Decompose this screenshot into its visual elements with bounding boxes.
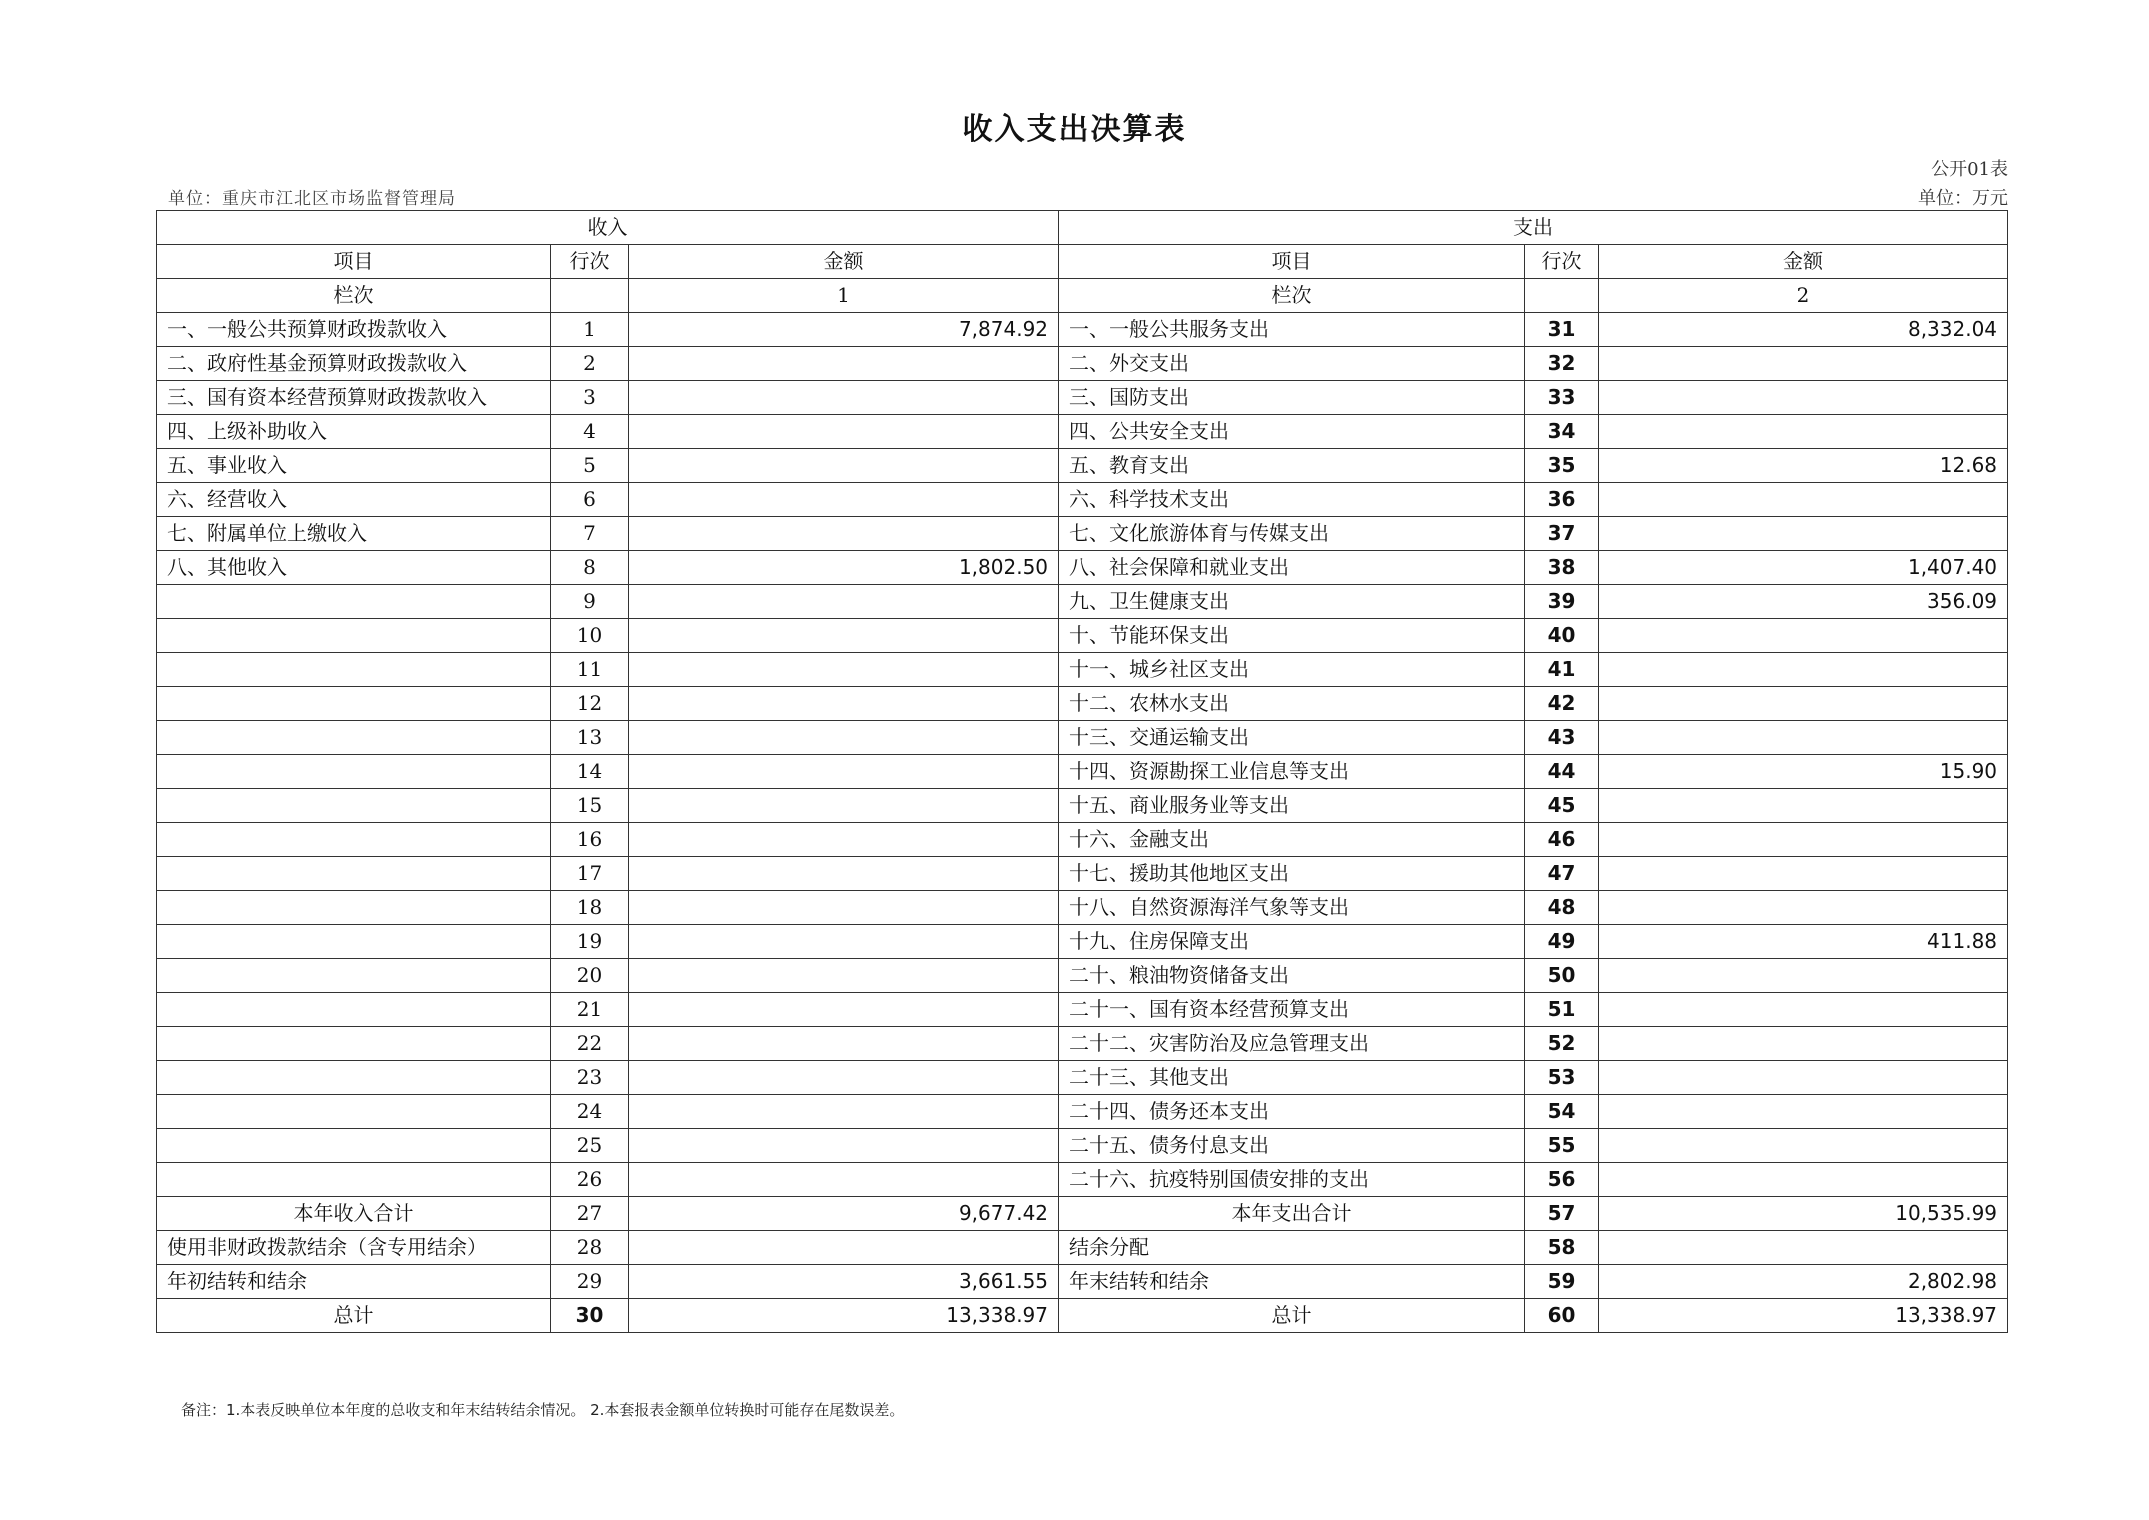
income-rowno-cell: 8	[551, 551, 629, 585]
expense-amount-cell	[1599, 891, 2008, 925]
expense-item-cell: 二、外交支出	[1059, 347, 1525, 381]
income-item-header: 项目	[157, 245, 551, 279]
income-item-cell: 二、政府性基金预算财政拨款收入	[157, 347, 551, 381]
income-amount-cell	[629, 789, 1059, 823]
table-row	[157, 823, 2008, 857]
year-expense-total-amount: 10,535.99	[1599, 1197, 2008, 1231]
income-rowno-cell: 16	[551, 823, 629, 857]
expense-amount-cell: 411.88	[1599, 925, 2008, 959]
begin-carryover-label: 年初结转和结余	[157, 1265, 551, 1299]
income-rowno-cell: 13	[551, 721, 629, 755]
income-rowno-cell: 25	[551, 1129, 629, 1163]
income-rowno-cell: 6	[551, 483, 629, 517]
expense-rowno-cell: 31	[1525, 313, 1599, 347]
expense-amount-cell	[1599, 1163, 2008, 1197]
expense-amount-cell	[1599, 721, 2008, 755]
income-rowno-cell: 19	[551, 925, 629, 959]
income-amount-cell	[629, 925, 1059, 959]
expense-rowno-cell: 40	[1525, 619, 1599, 653]
income-amount-cell	[629, 381, 1059, 415]
expense-item-cell: 九、卫生健康支出	[1059, 585, 1525, 619]
income-amount-cell: 1,802.50	[629, 551, 1059, 585]
income-item-cell	[157, 857, 551, 891]
expense-amount-cell	[1599, 1027, 2008, 1061]
income-item-cell	[157, 789, 551, 823]
expense-item-cell: 五、教育支出	[1059, 449, 1525, 483]
income-rowno-cell: 1	[551, 313, 629, 347]
nonfiscal-rowno: 28	[551, 1231, 629, 1265]
table-row	[157, 381, 2008, 415]
section-header-row	[157, 211, 2008, 245]
income-item-cell	[157, 1027, 551, 1061]
expense-amount-cell	[1599, 823, 2008, 857]
expense-amount-cell: 12.68	[1599, 449, 2008, 483]
income-amount-cell	[629, 1061, 1059, 1095]
table-row	[157, 925, 2008, 959]
nonfiscal-amount	[629, 1231, 1059, 1265]
income-column-label: 栏次	[157, 279, 551, 313]
income-amount-cell	[629, 959, 1059, 993]
income-rowno-cell: 18	[551, 891, 629, 925]
income-amount-cell	[629, 449, 1059, 483]
income-item-cell: 七、附属单位上缴收入	[157, 517, 551, 551]
income-expense-table	[156, 210, 2008, 1333]
expense-rowno-cell: 55	[1525, 1129, 1599, 1163]
income-rowno-cell: 23	[551, 1061, 629, 1095]
expense-item-cell: 二十三、其他支出	[1059, 1061, 1525, 1095]
expense-amount-cell	[1599, 483, 2008, 517]
expense-rowno-cell: 44	[1525, 755, 1599, 789]
income-rowno-cell: 2	[551, 347, 629, 381]
expense-item-cell: 十四、资源勘探工业信息等支出	[1059, 755, 1525, 789]
income-rowno-cell: 21	[551, 993, 629, 1027]
table-row	[157, 1061, 2008, 1095]
nonfiscal-label: 使用非财政拨款结余（含专用结余）	[157, 1231, 551, 1265]
income-rowno-cell: 5	[551, 449, 629, 483]
income-amount-cell	[629, 653, 1059, 687]
table-body	[157, 211, 2008, 1197]
table-row	[157, 1027, 2008, 1061]
column-index-row	[157, 279, 2008, 313]
income-rowno-cell: 22	[551, 1027, 629, 1061]
expense-amount-cell	[1599, 381, 2008, 415]
income-rowno-cell: 4	[551, 415, 629, 449]
expense-rowno-cell: 53	[1525, 1061, 1599, 1095]
nonfiscal-row	[157, 1231, 2008, 1265]
income-amount-cell	[629, 687, 1059, 721]
income-amount-cell	[629, 721, 1059, 755]
income-item-cell	[157, 1061, 551, 1095]
expense-amount-cell	[1599, 1061, 2008, 1095]
income-rowno-cell: 14	[551, 755, 629, 789]
income-amount-cell	[629, 483, 1059, 517]
expense-item-cell: 十六、金融支出	[1059, 823, 1525, 857]
income-item-cell	[157, 1095, 551, 1129]
income-amount-cell	[629, 517, 1059, 551]
income-amount-cell	[629, 891, 1059, 925]
income-rowno-cell: 3	[551, 381, 629, 415]
table-row	[157, 313, 2008, 347]
income-item-cell	[157, 721, 551, 755]
income-amount-cell	[629, 1095, 1059, 1129]
table-row	[157, 687, 2008, 721]
expense-rowno-cell: 54	[1525, 1095, 1599, 1129]
totals-body	[157, 1197, 2008, 1333]
income-grand-total-amount: 13,338.97	[629, 1299, 1059, 1333]
expense-item-cell: 四、公共安全支出	[1059, 415, 1525, 449]
income-amount-cell	[629, 823, 1059, 857]
income-item-cell: 一、一般公共预算财政拨款收入	[157, 313, 551, 347]
expense-rowno-cell: 32	[1525, 347, 1599, 381]
expense-rowno-cell: 52	[1525, 1027, 1599, 1061]
income-rowno-cell: 10	[551, 619, 629, 653]
table-row	[157, 585, 2008, 619]
year-total-row	[157, 1197, 2008, 1231]
table-row	[157, 857, 2008, 891]
expense-amount-cell	[1599, 857, 2008, 891]
expense-item-cell: 十九、住房保障支出	[1059, 925, 1525, 959]
expense-column-index: 2	[1599, 279, 2008, 313]
income-item-cell: 八、其他收入	[157, 551, 551, 585]
expense-rowno-cell: 43	[1525, 721, 1599, 755]
expense-item-cell: 二十一、国有资本经营预算支出	[1059, 993, 1525, 1027]
table-row	[157, 891, 2008, 925]
expense-rowno-cell: 51	[1525, 993, 1599, 1027]
expense-amount-cell: 1,407.40	[1599, 551, 2008, 585]
income-amount-cell	[629, 1027, 1059, 1061]
expense-item-header: 项目	[1059, 245, 1525, 279]
table-row	[157, 347, 2008, 381]
end-carryover-amount: 2,802.98	[1599, 1265, 2008, 1299]
expense-amount-cell	[1599, 789, 2008, 823]
income-rowno-cell: 9	[551, 585, 629, 619]
form-number: 公开01表	[1931, 159, 2008, 180]
column-header-row	[157, 245, 2008, 279]
income-item-cell: 四、上级补助收入	[157, 415, 551, 449]
expense-rowno-cell: 50	[1525, 959, 1599, 993]
table-row	[157, 619, 2008, 653]
expense-item-cell: 十二、农林水支出	[1059, 687, 1525, 721]
expense-grand-total-label: 总计	[1059, 1299, 1525, 1333]
end-carryover-label: 年末结转和结余	[1059, 1265, 1525, 1299]
income-item-cell	[157, 1163, 551, 1197]
expense-rowno-cell: 35	[1525, 449, 1599, 483]
expense-item-cell: 十七、援助其他地区支出	[1059, 857, 1525, 891]
income-rowno-cell: 11	[551, 653, 629, 687]
table-row	[157, 449, 2008, 483]
expense-rowno-cell: 38	[1525, 551, 1599, 585]
expense-amount-cell	[1599, 1095, 2008, 1129]
income-amount-cell	[629, 755, 1059, 789]
expense-amount-cell	[1599, 415, 2008, 449]
reporting-unit: 单位：重庆市江北区市场监督管理局	[168, 189, 456, 209]
income-amount-cell	[629, 857, 1059, 891]
expense-item-cell: 七、文化旅游体育与传媒支出	[1059, 517, 1525, 551]
expense-amount-cell	[1599, 959, 2008, 993]
expense-amount-cell	[1599, 517, 2008, 551]
footnote: 备注：1.本表反映单位本年度的总收支和年末结转结余情况。 2.本套报表金额单位转换时可能存在尾数误差。	[181, 1401, 905, 1419]
income-item-cell: 六、经营收入	[157, 483, 551, 517]
income-item-cell	[157, 1129, 551, 1163]
income-item-cell: 五、事业收入	[157, 449, 551, 483]
amount-unit: 单位：万元	[1918, 188, 2008, 209]
expense-amount-cell	[1599, 1129, 2008, 1163]
table-row	[157, 653, 2008, 687]
table-row	[157, 1095, 2008, 1129]
table-row	[157, 415, 2008, 449]
year-income-total-rowno: 27	[551, 1197, 629, 1231]
end-carryover-rowno: 59	[1525, 1265, 1599, 1299]
begin-carryover-amount: 3,661.55	[629, 1265, 1059, 1299]
income-rowno-header: 行次	[551, 245, 629, 279]
income-amount-cell	[629, 1129, 1059, 1163]
expense-item-cell: 二十六、抗疫特别国债安排的支出	[1059, 1163, 1525, 1197]
income-item-cell	[157, 891, 551, 925]
income-column-blank	[551, 279, 629, 313]
expense-rowno-cell: 45	[1525, 789, 1599, 823]
income-amount-cell	[629, 619, 1059, 653]
income-grand-total-rowno: 30	[551, 1299, 629, 1333]
year-expense-total-label: 本年支出合计	[1059, 1197, 1525, 1231]
income-rowno-cell: 12	[551, 687, 629, 721]
table-row	[157, 993, 2008, 1027]
expense-amount-cell: 15.90	[1599, 755, 2008, 789]
income-rowno-cell: 17	[551, 857, 629, 891]
income-item-cell	[157, 687, 551, 721]
income-item-cell	[157, 619, 551, 653]
expense-rowno-cell: 46	[1525, 823, 1599, 857]
income-amount-cell	[629, 585, 1059, 619]
table-row	[157, 551, 2008, 585]
expense-amount-cell	[1599, 993, 2008, 1027]
expense-rowno-cell: 39	[1525, 585, 1599, 619]
expense-amount-cell: 8,332.04	[1599, 313, 2008, 347]
table-row	[157, 483, 2008, 517]
expense-item-cell: 十八、自然资源海洋气象等支出	[1059, 891, 1525, 925]
expense-item-cell: 十、节能环保支出	[1059, 619, 1525, 653]
expense-item-cell: 一、一般公共服务支出	[1059, 313, 1525, 347]
expense-amount-cell	[1599, 619, 2008, 653]
expense-item-cell: 六、科学技术支出	[1059, 483, 1525, 517]
income-amount-cell	[629, 1163, 1059, 1197]
expense-rowno-cell: 33	[1525, 381, 1599, 415]
table-row	[157, 1129, 2008, 1163]
expense-rowno-cell: 41	[1525, 653, 1599, 687]
grand-total-row	[157, 1299, 2008, 1333]
income-item-cell: 三、国有资本经营预算财政拨款收入	[157, 381, 551, 415]
income-item-cell	[157, 959, 551, 993]
expense-rowno-cell: 34	[1525, 415, 1599, 449]
expense-item-cell: 三、国防支出	[1059, 381, 1525, 415]
income-rowno-cell: 15	[551, 789, 629, 823]
income-rowno-cell: 20	[551, 959, 629, 993]
table-row	[157, 959, 2008, 993]
expense-item-cell: 二十五、债务付息支出	[1059, 1129, 1525, 1163]
income-item-cell	[157, 755, 551, 789]
expense-amount-cell: 356.09	[1599, 585, 2008, 619]
expense-rowno-cell: 47	[1525, 857, 1599, 891]
table-row	[157, 789, 2008, 823]
table-row	[157, 755, 2008, 789]
carryover-row	[157, 1265, 2008, 1299]
expense-item-cell: 十五、商业服务业等支出	[1059, 789, 1525, 823]
income-item-cell	[157, 925, 551, 959]
expense-rowno-cell: 37	[1525, 517, 1599, 551]
income-amount-cell	[629, 415, 1059, 449]
distribution-label: 结余分配	[1059, 1231, 1525, 1265]
expense-amount-cell	[1599, 653, 2008, 687]
income-column-index: 1	[629, 279, 1059, 313]
income-rowno-cell: 7	[551, 517, 629, 551]
year-income-total-amount: 9,677.42	[629, 1197, 1059, 1231]
income-amount-header: 金额	[629, 245, 1059, 279]
begin-carryover-rowno: 29	[551, 1265, 629, 1299]
expense-grand-total-amount: 13,338.97	[1599, 1299, 2008, 1333]
expense-rowno-cell: 49	[1525, 925, 1599, 959]
expense-grand-total-rowno: 60	[1525, 1299, 1599, 1333]
income-item-cell	[157, 585, 551, 619]
expense-item-cell: 八、社会保障和就业支出	[1059, 551, 1525, 585]
expense-rowno-cell: 48	[1525, 891, 1599, 925]
income-item-cell	[157, 993, 551, 1027]
year-income-total-label: 本年收入合计	[157, 1197, 551, 1231]
page-title: 收入支出决算表	[962, 112, 1187, 147]
distribution-rowno: 58	[1525, 1231, 1599, 1265]
income-rowno-cell: 24	[551, 1095, 629, 1129]
expense-amount-cell	[1599, 347, 2008, 381]
expense-item-cell: 十三、交通运输支出	[1059, 721, 1525, 755]
expense-item-cell: 二十四、债务还本支出	[1059, 1095, 1525, 1129]
expense-column-label: 栏次	[1059, 279, 1525, 313]
expense-amount-header: 金额	[1599, 245, 2008, 279]
expense-item-cell: 十一、城乡社区支出	[1059, 653, 1525, 687]
expense-amount-cell	[1599, 687, 2008, 721]
distribution-amount	[1599, 1231, 2008, 1265]
table-row	[157, 517, 2008, 551]
income-rowno-cell: 26	[551, 1163, 629, 1197]
expense-section-header: 支出	[1059, 211, 2008, 245]
income-item-cell	[157, 653, 551, 687]
income-amount-cell	[629, 347, 1059, 381]
expense-rowno-cell: 42	[1525, 687, 1599, 721]
expense-column-blank	[1525, 279, 1599, 313]
income-amount-cell: 7,874.92	[629, 313, 1059, 347]
table-row	[157, 1163, 2008, 1197]
table-row	[157, 721, 2008, 755]
income-section-header: 收入	[157, 211, 1059, 245]
income-amount-cell	[629, 993, 1059, 1027]
income-item-cell	[157, 823, 551, 857]
expense-item-cell: 二十二、灾害防治及应急管理支出	[1059, 1027, 1525, 1061]
year-expense-total-rowno: 57	[1525, 1197, 1599, 1231]
income-grand-total-label: 总计	[157, 1299, 551, 1333]
expense-item-cell: 二十、粮油物资储备支出	[1059, 959, 1525, 993]
expense-rowno-cell: 36	[1525, 483, 1599, 517]
expense-rowno-header: 行次	[1525, 245, 1599, 279]
expense-rowno-cell: 56	[1525, 1163, 1599, 1197]
